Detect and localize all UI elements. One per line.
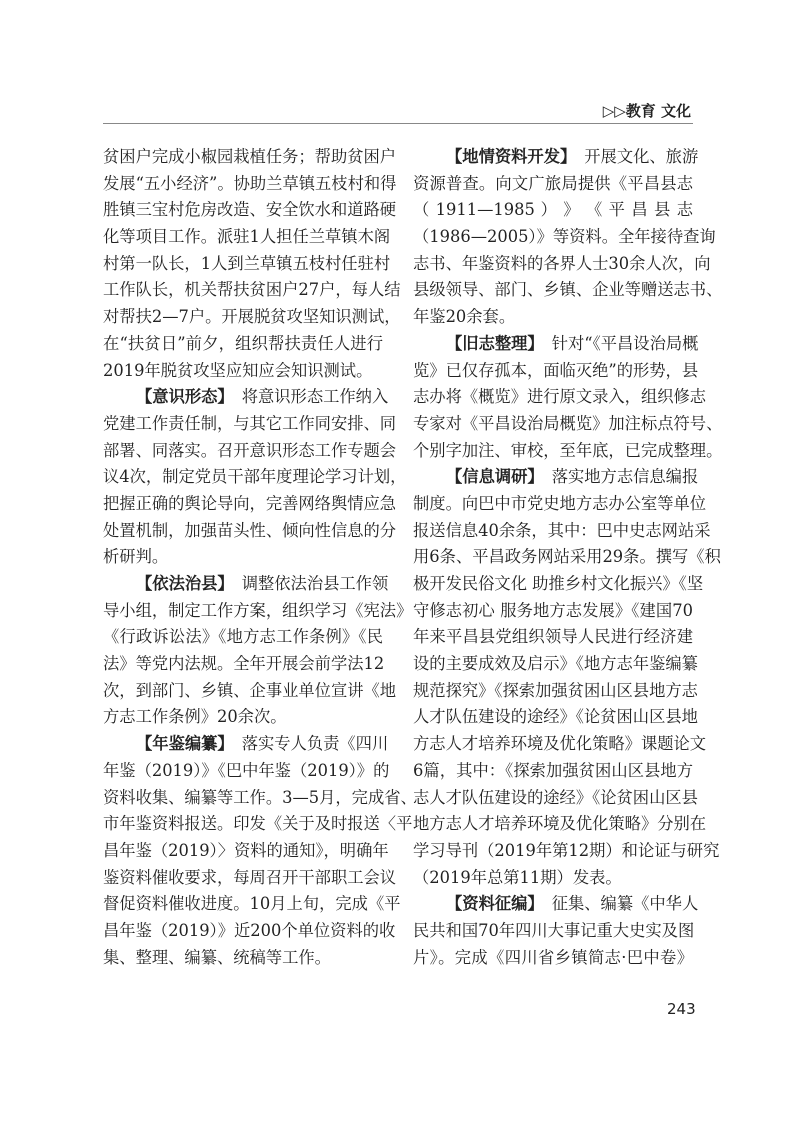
line-text: 征集、编纂《中华人 [551, 894, 699, 914]
text-line [103, 918, 396, 945]
section-heading: 【依法治县】 [136, 574, 234, 593]
line-text: 议4次，制定党员干部年度理论学习计划， [103, 467, 407, 487]
text-line [103, 411, 397, 438]
text-line [103, 785, 417, 812]
line-text: 化等项目工作。派驻1人担任兰草镇木阁 [103, 227, 391, 247]
text-line [413, 464, 699, 491]
line-text: 落实地方志信息编报 [551, 467, 699, 487]
text-line [103, 358, 383, 385]
text-line [103, 491, 397, 518]
text-line [413, 891, 699, 918]
line-text: 专家对《平昌设治局概览》加注标点符号、 [413, 413, 723, 433]
text-line [103, 144, 397, 171]
line-text: 析研判。 [103, 547, 169, 567]
paragraph [103, 144, 401, 384]
text-line [103, 811, 413, 838]
text-line [413, 438, 723, 465]
text-line [103, 624, 383, 651]
text-line [413, 491, 707, 518]
text-line [413, 251, 711, 278]
line-text: 地方志人才培养环境及优化策略》分别在 [413, 814, 707, 834]
line-text: 人才队伍建设的途经》《论贫困山区县地 [413, 707, 698, 727]
paragraph [413, 331, 723, 464]
text-line [103, 304, 401, 331]
section-title: ▷▷教育 文化 [602, 102, 691, 120]
text-line [413, 144, 699, 171]
text-line [103, 544, 383, 571]
text-line [413, 811, 707, 838]
line-text: 6篇，其中：《探索加强贫困山区县地方 [413, 760, 693, 780]
line-text: 民共和国70年四川大事记重大史实及图 [413, 920, 695, 940]
text-line [103, 518, 397, 545]
line-text: 年来平昌县党组织领导人民进行经济建 [413, 627, 693, 647]
text-line [103, 598, 413, 625]
line-text: 资源普查。向文广旅局提供《平昌县志 [413, 173, 693, 193]
text-line [413, 785, 698, 812]
text-line [413, 678, 698, 705]
paragraph [103, 571, 413, 731]
text-line [103, 224, 391, 251]
text-line [103, 891, 401, 918]
paragraph [413, 464, 721, 891]
text-line [103, 758, 390, 785]
line-text: 制度。向巴中市党史地方志办公室等单位 [413, 493, 707, 513]
text-line [413, 197, 693, 224]
line-text: 《行政诉讼法》《地方志工作条例》《民 [103, 627, 383, 647]
text-line [413, 918, 693, 945]
text-line [413, 945, 693, 972]
text-line [413, 571, 704, 598]
line-text: 方志人才培养环境及优化策略》课题论文 [413, 734, 707, 754]
line-text: 报送信息40余条，其中：巴中史志网站采 [413, 520, 711, 540]
text-line [413, 865, 693, 892]
text-line [103, 197, 397, 224]
text-line [103, 384, 389, 411]
section-heading: 【旧志整理】 [446, 333, 544, 353]
text-line [413, 704, 698, 731]
text-line [413, 624, 693, 651]
text-line [103, 704, 383, 731]
text-line [413, 224, 716, 251]
line-text: 昌年鉴（2019）》近200个单位资料的收 [103, 920, 396, 940]
line-text: 针对“《平昌设治局概 [551, 333, 699, 353]
line-text: 将意识形态工作纳入 [241, 387, 389, 407]
text-line [413, 277, 723, 304]
line-text: 处置机制，加强苗头性、倾向性信息的分 [103, 520, 397, 540]
section-heading: 【意识形态】 [136, 387, 234, 407]
line-text: 督促资料催收进度。10月上旬，完成《平 [103, 894, 401, 914]
line-text: 次，到部门、乡镇、企事业单位宣讲《地 [103, 680, 397, 700]
line-text: 年鉴（2019）》《巴中年鉴（2019）》的 [103, 760, 390, 780]
line-text: 极开发民俗文化 助推乡村文化振兴》《坚 [413, 574, 704, 593]
line-text: 片》。完成《四川省乡镇简志·巴中卷》 [413, 947, 693, 967]
line-text: 守修志初心 服务地方志发展》《建国70 [413, 600, 693, 620]
line-text: 资料收集、编纂等工作。3—5月，完成省、 [103, 787, 417, 807]
line-text: 志办将《概览》进行原文录入，组织修志 [413, 387, 707, 407]
line-text: 方志工作条例》20余次。 [103, 707, 287, 727]
text-line [103, 945, 383, 972]
left-column [103, 144, 417, 971]
text-line [413, 731, 707, 758]
text-line [413, 384, 707, 411]
line-text: 导小组，制定工作方案，组织学习《宪法》 [103, 600, 413, 620]
line-text: （2019年总第11期）发表。 [413, 867, 622, 887]
line-text: 集、整理、编纂、统稿等工作。 [103, 947, 331, 967]
text-line [103, 865, 397, 892]
line-text: 志人才队伍建设的途经》《论贫困山区县 [413, 787, 698, 807]
text-line [103, 678, 397, 705]
text-line [103, 651, 383, 678]
line-text: 用6条、平昌政务网站采用29条。撰写《积 [413, 547, 721, 567]
text-line [103, 171, 397, 198]
line-text: 昌年鉴（2019）〉资料的通知》，明确年 [103, 840, 389, 860]
line-text: 市年鉴资料报送。印发《关于及时报送〈平 [103, 814, 413, 834]
line-text: 设的主要成效及启示》《地方志年鉴编纂 [413, 654, 698, 674]
line-text: 览》已仅存孤本，面临灭绝”的形势，县 [413, 360, 699, 380]
section-heading: 【地情资料开发】 [446, 147, 577, 166]
page-number: 243 [667, 1000, 696, 1018]
text-line [413, 838, 720, 865]
text-line [413, 598, 693, 625]
line-text: （1986—2005）》等资料。全年接待查询 [413, 227, 716, 247]
line-text: 学习导刊（2019年第12期）和论证与研究 [413, 840, 720, 860]
paragraph [103, 384, 407, 571]
line-text: 部署、同落实。召开意识形态工作专题会 [103, 440, 397, 460]
line-text: 发展“五小经济”。协助兰草镇五枝村和得 [103, 173, 397, 193]
text-line [413, 651, 698, 678]
text-line [103, 838, 389, 865]
line-text: 贫困户完成小椒园栽植任务；帮助贫困户 [103, 147, 397, 166]
line-text: 村第一队长，1人到兰草镇五枝村任驻村 [103, 253, 391, 273]
line-text: 开展文化、旅游 [584, 147, 699, 166]
line-text: 规范探究》《探索加强贫困山区县地方志 [413, 680, 698, 700]
text-line [413, 518, 711, 545]
text-line [413, 411, 723, 438]
line-text: 个别字加注、审校，至年底，已完成整理。 [413, 440, 723, 460]
paragraph [103, 731, 417, 971]
line-text: 调整依法治县工作领 [241, 574, 389, 593]
text-line [413, 304, 693, 331]
right-column [413, 144, 723, 971]
paragraph [413, 144, 723, 331]
text-line [103, 331, 383, 358]
text-line [103, 251, 391, 278]
text-line [413, 331, 699, 358]
text-line [103, 571, 389, 598]
line-text: 工作队长，机关帮扶贫困户27户，每人结 [103, 280, 401, 300]
line-text: 把握正确的舆论导向，完善网络舆情应急 [103, 493, 397, 513]
line-text: 落实专人负责《四川 [241, 734, 389, 754]
line-text: 2019年脱贫攻坚应知应会知识测试。 [103, 360, 373, 380]
text-line [413, 758, 693, 785]
text-line [103, 731, 389, 758]
line-text: 法》等党内法规。全年开展会前学法12 [103, 654, 385, 674]
text-line [413, 544, 721, 571]
text-line [103, 277, 401, 304]
line-text: 党建工作责任制，与其它工作同安排、同 [103, 413, 397, 433]
line-text: （ 1911—1985 ） 》 《 平 昌 县 志 [413, 200, 693, 220]
line-text: 县级领导、部门、乡镇、企业等赠送志书、 [413, 280, 723, 300]
line-text: 鉴资料催收要求，每周召开干部职工会议 [103, 867, 397, 887]
paragraph [413, 891, 699, 971]
running-header [103, 100, 693, 124]
text-line [413, 171, 693, 198]
text-line [103, 438, 397, 465]
line-text: 志书、年鉴资料的各界人士30余人次，向 [413, 253, 711, 273]
section-heading: 【信息调研】 [446, 467, 544, 487]
text-line [413, 358, 699, 385]
text-line [103, 464, 407, 491]
line-text: 在“扶贫日”前夕，组织帮扶责任人进行 [103, 333, 383, 353]
line-text: 胜镇三宝村危房改造、安全饮水和道路硬 [103, 200, 397, 220]
line-text: 对帮扶2—7户。开展脱贫攻坚知识测试， [103, 307, 401, 327]
section-heading: 【资料征编】 [446, 894, 544, 914]
section-heading: 【年鉴编纂】 [136, 734, 234, 754]
line-text: 年鉴20余套。 [413, 307, 516, 327]
